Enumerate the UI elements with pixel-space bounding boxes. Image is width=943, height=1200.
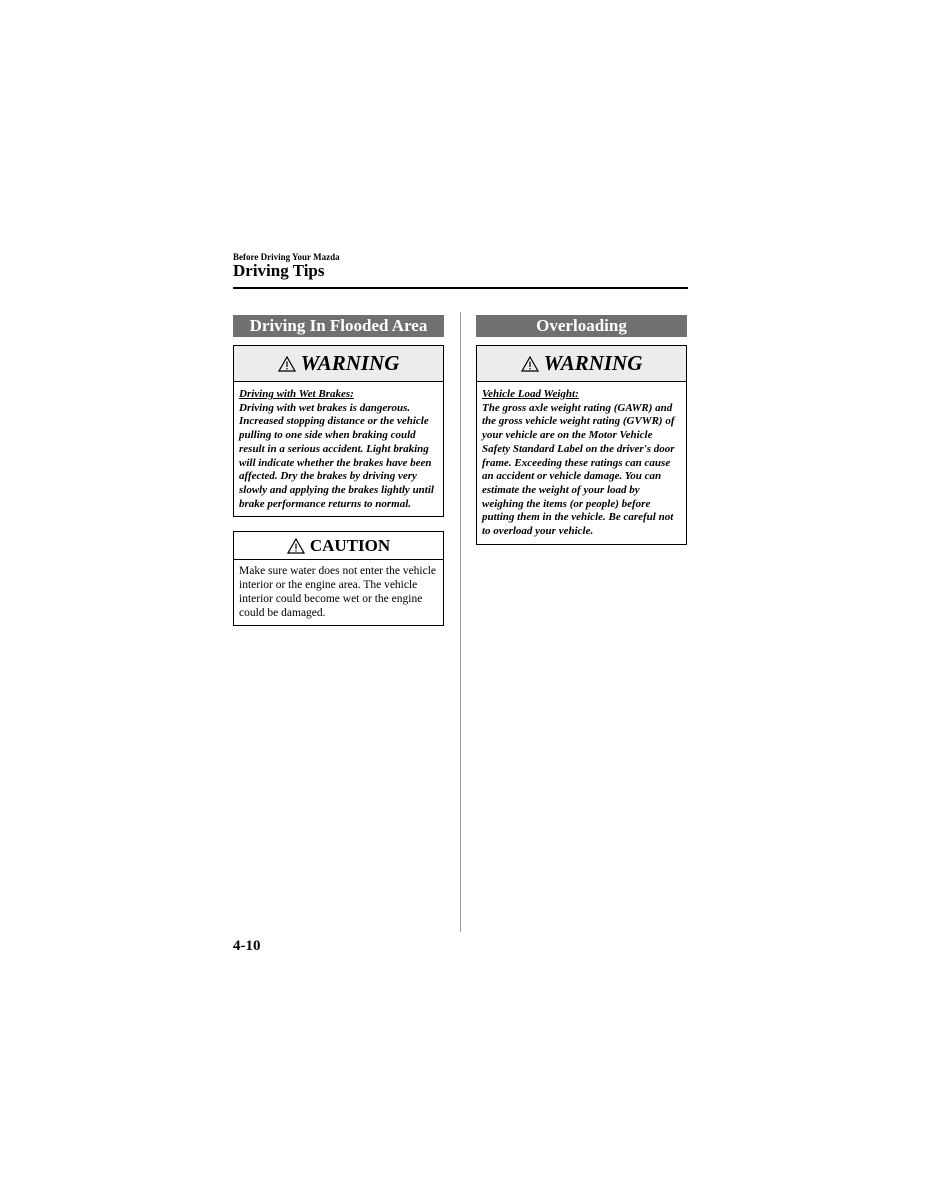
warning-body [234,382,443,516]
caution-title: CAUTION [309,535,391,555]
warning-subtitle: Vehicle Load Weight: [482,388,579,400]
right-column [476,315,687,545]
warning-header [477,346,686,382]
warning-text: Driving with wet brakes is dangerous. Increased stopping distance or the vehicle pulling to one side when braking could result in a serious accident. Light braking will indicate whether the brakes have been affected. Dry the brakes by driving very slowly and applying the brakes lightly until brake performance returns to normal. [239,401,434,510]
wet-brakes-warning-box [233,345,444,517]
warning-triangle-icon [278,356,296,372]
flooded-area-heading: Driving In Flooded Area [233,315,444,337]
page-title: Driving Tips [233,261,325,280]
warning-body [477,382,686,544]
load-weight-warning-box [476,345,687,545]
left-column [233,315,444,626]
warning-title: WARNING [300,351,400,375]
page-number: 4-10 [233,938,261,954]
warning-text: The gross axle weight rating (GAWR) and the gross vehicle weight rating (GVWR) of your vehicle are on the Motor Vehicle Safety Standard Label on the driver's door frame. Exceeding these ratings can cause an accident or vehicle damage. You can estimate the weight of your load by weighing the items (or people) before putting them in the vehicle. Be careful not to overload your vehicle. [482,401,675,538]
warning-triangle-icon [521,356,539,372]
caution-body: Make sure water does not enter the vehicle interior or the engine area. The vehicle interior could become wet or the engine could be damaged. [239,565,437,620]
warning-subtitle: Driving with Wet Brakes: [239,388,354,400]
caution-header [234,532,443,560]
warning-title: WARNING [543,351,643,375]
column-divider [460,312,461,932]
section-label: Before Driving Your Mazda [233,252,340,262]
overloading-heading: Overloading [476,315,687,337]
water-caution-box [233,531,444,626]
warning-header [234,346,443,382]
title-rule [233,287,688,289]
caution-triangle-icon [287,538,305,554]
